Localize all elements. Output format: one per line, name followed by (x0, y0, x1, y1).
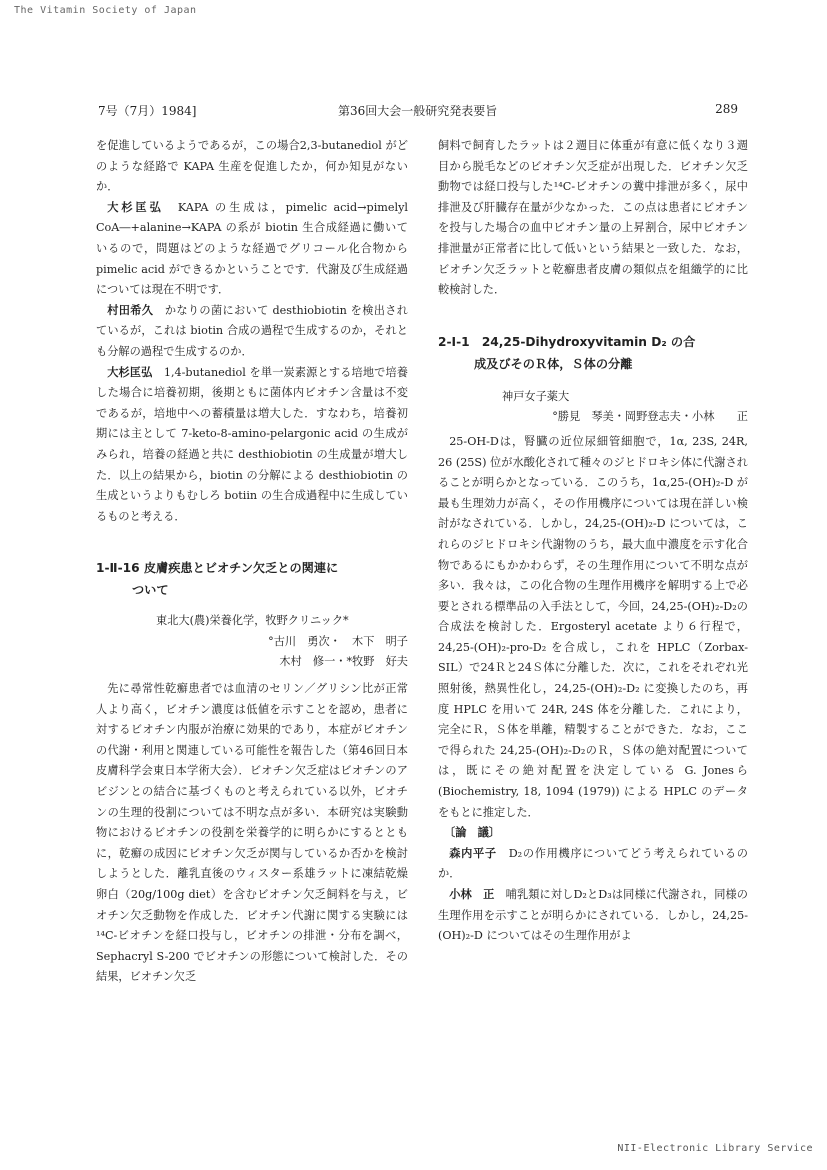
authors-line: °古川 勇次・ 木下 明子 (268, 634, 408, 648)
page-number: 289 (715, 102, 738, 116)
discussion-entry (438, 885, 748, 947)
abstract-body: 先に尋常性乾癬患者では血清のセリン／グリシン比が正常人より高く，ビオチン濃度は低値を示すことを認め，患者に対するビオチン内服が治療に効果的であり，本症がビオチンの代謝・利用と関連している可能性を報告した（第46回日本皮膚科学会東日本学術大会）．ビオチン欠乏症はビオチンのアビジンとの結合に基づくものと考えられている以外，ビオチンの生理的役割については不明な点が多い．本研究は実験動物におけるビオチンの役割を栄養学的に明らかにするとともに，乾癬の成因にビオチン欠乏が関与しているか否かを検討しようとした．離乳直後のウィスター系雄ラットに凍結乾燥卵白（20g/100g diet）を含むビオチン欠乏飼料を与え，ビオチン欠乏動物を作成した．ビオチン代謝に関する実験には¹⁴C-ビオチンを経口投与し，ビオチンの排泄・分布を調べ，Sephacryl S-200 でビオチンの形態について検討した．その結果，ビオチン欠乏 (96, 682, 408, 984)
section-title-line2: 成及びそのＲ体，Ｓ体の分離 (474, 356, 633, 371)
discussion-text: D₂の作用機序についてどう考えられているのか． (438, 846, 748, 881)
section-title-line1: 24,25-Dihydroxyvitamin D₂ の合 (481, 334, 696, 349)
affiliation: 神戸女子薬大 (502, 389, 570, 403)
paragraph-continued: を促進しているようであるが，この場合2,3-butanediol がどのような経路で KAPA 生産を促進したか，何か知見がないか． (96, 139, 408, 194)
paragraph-continued: 飼料で飼育したラットは２週目に体重が有意に低くなり３週目から脱毛などのビオチン欠乏症が出現した．ビオチン欠乏動物では経口投与した¹⁴C-ビオチンの糞中排泄が多く，尿中排泄及び肝臓存在量が少なかった．この点は患者にビオチンを投与した場合の血中ビオチン量の上昇割合，尿中ビオチン排泄量が正常者に比して低いという結果と一致した．なお，ビオチン欠乏ラットと乾癬患者皮膚の類似点を組織学的に比較検討した． (438, 139, 748, 297)
speaker-name: 大杉匡弘 (107, 365, 153, 379)
authors-line: 木村 修一・*牧野 好夫 (279, 655, 408, 669)
issue-label: 7号（7月）1984] (98, 104, 197, 118)
discussion-text: かなりの菌において desthiobiotin を検出されているが，これは biotin 合成の過程で生成するのか，それとも分解の過程で生成するのか． (96, 303, 408, 358)
abstract-body: 25-OH-Dは，腎臓の近位尿細管細胞で，1α, 23S, 24R, 26 (25S) 位が水酸化されて種々のジヒドロキシ体に代謝されることが明らかとなっている．このうち，1α,25-(OH)₂-D が最も生理効力が高く，その作用機序については現在詳しい検討がなされている．しかし，24,25-(OH)₂-D については，これらのジヒドロキシ代謝物のうち，最大血中濃度を示す化合物であるにもかかわらず，その生理作用について不明な点が多い．我々は，この化合物の生理作用機序を解明する上で必要とされる標準品の入手法として，今回，24,25-(OH)₂-D₂の合成法を検討した．Ergosteryl acetate より６行程で，24,25-(OH)₂-pro-D₂ を合成し，これを HPLC（Zorbax-SIL）で24Ｒと24Ｓ体に分離した．次に，これをそれぞれ光照射後，熱異性化し，24,25-(OH)₂-D₂ に変換したのち，再度 HPLC を用いて 24R, 24S 体を分離した．これにより，完全にＲ，Ｓ体を単離，精製することができた．なお，ここで得られた 24,25-(OH)₂-D₂のＲ，Ｓ体の絶対配置については，既にその絶対配置を決定している G. Jonesら (Biochemistry, 18, 1094 (1979)) による HPLC のデータをもとに推定した． (438, 434, 748, 819)
watermark-bottom: NII-Electronic Library Service (617, 1143, 813, 1154)
section-number: 2-Ⅰ-1 (438, 334, 470, 349)
section-title (96, 557, 408, 601)
discussion-entry (96, 301, 408, 363)
discussion-text: KAPA の生成は，pimelic acid→pimelyl CoA―+alanine→KAPA の系が biotin 生合成経過に働いているので，問題はどのような経過でグリコール化合物から pimelic acid ができるかということです．代謝及び生成経過については現在不明です． (96, 200, 408, 297)
section-number: 1-Ⅱ-16 (96, 561, 140, 576)
speaker-name: 森内平子 (449, 846, 497, 860)
watermark-top: The Vitamin Society of Japan (14, 5, 197, 16)
discussion-entry (96, 198, 408, 301)
section-title-line1: 皮膚疾患とビオチン欠乏との関連に (143, 561, 339, 576)
discussion-heading: 〔論 議〕 (444, 826, 500, 840)
speaker-name: 村田希久 (107, 303, 154, 317)
discussion-entry (438, 844, 748, 885)
section-title-line2: ついて (132, 583, 169, 598)
conference-title: 第36回大会一般研究発表要旨 (338, 104, 498, 118)
right-column (438, 136, 748, 947)
speaker-name: 大杉匡弘 (107, 200, 164, 214)
discussion-text: 1,4-butanediol を単一炭素源とする培地で培養した場合に培養初期，後期ともに菌体内ビオチン含量は不変であるが，培地中への蓄積量は増大した．すなわち，培養初期には主として 7-keto-8-amino-pelargonic acid の生成がみられ，培養の経過と共に desthiobiotin の生成量が増大した．以上の結果から，biotin の分解による desthiobiotin の生成というよりもむしろ botiin の生合成過程中に生成しているものと考える． (96, 365, 408, 523)
page-header (98, 102, 738, 120)
affiliation: 東北大(農)栄養化学，牧野クリニック* (156, 614, 349, 628)
section-title (438, 331, 748, 375)
authors-line: °勝見 琴美・岡野登志夫・小林 正 (552, 410, 748, 424)
discussion-text: 哺乳類に対しD₂とD₃は同様に代謝され，同様の生理作用を示すことが明らかにされている．しかし，24,25-(OH)₂-D についてはその生理作用がよ (438, 888, 748, 943)
left-column (96, 136, 408, 988)
discussion-entry (96, 363, 408, 528)
speaker-name: 小林 正 (449, 888, 495, 901)
